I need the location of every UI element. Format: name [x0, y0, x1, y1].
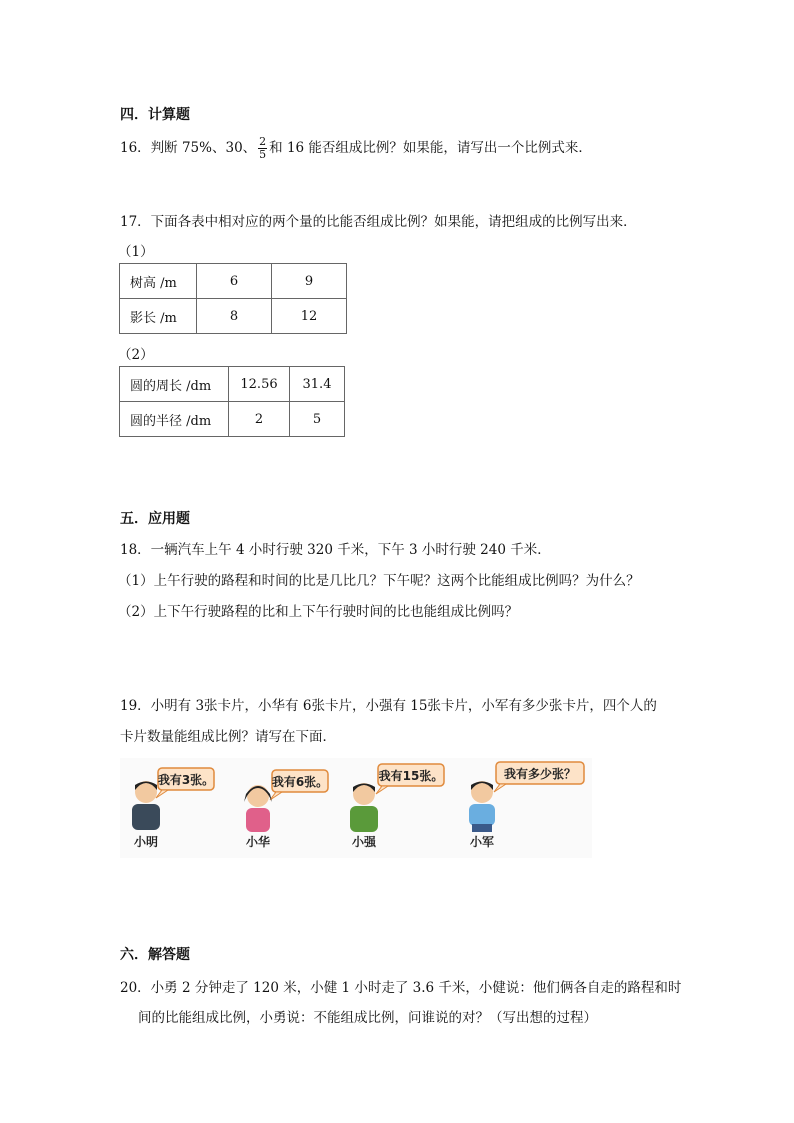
table-row: [120, 367, 345, 402]
speech-bubble-tail: [270, 792, 282, 800]
question-17-part2-label: （2）: [118, 347, 154, 363]
kid-body: [469, 804, 495, 826]
kid-2-speech: 我有6张。: [271, 775, 329, 789]
table-cell: 2: [229, 402, 290, 437]
question-16: [120, 136, 592, 161]
kid-legs: [472, 824, 492, 832]
fraction-denominator: 5: [259, 148, 267, 161]
table-row: [120, 264, 347, 299]
kid-4-name: 小军: [469, 835, 495, 849]
fraction-two-fifths: [258, 136, 267, 161]
speech-bubble-tail: [494, 784, 506, 792]
question-16-after: 和 16 能否组成比例？如果能，请写出一个比例式来．: [269, 140, 592, 156]
kid-3-speech: 我有15张。: [378, 769, 444, 783]
kid-1-speech: 我有3张。: [157, 773, 215, 787]
table-cell: 圆的周长 /dm: [120, 367, 229, 402]
speech-bubble-tail: [376, 786, 388, 794]
table-cell: 12: [272, 299, 347, 334]
kid-body: [246, 808, 270, 832]
question-17: 17．下面各表中相对应的两个量的比能否组成比例？如果能，请把组成的比例写出来．: [120, 214, 637, 230]
table-cell: 12.56: [229, 367, 290, 402]
table-row: [120, 402, 345, 437]
table-cell: 6: [197, 264, 272, 299]
question-20-line2: 间的比能组成比例，小勇说：不能组成比例，问谁说的对？（写出想的过程）: [138, 1010, 597, 1026]
kid-2-name: 小华: [245, 835, 271, 849]
table-cell: 5: [290, 402, 345, 437]
table-cell: 圆的半径 /dm: [120, 402, 229, 437]
kid-xiaohua: [244, 770, 328, 849]
kid-xiaoming: [132, 768, 214, 849]
section-heading-6: 六．解答题: [120, 947, 190, 963]
kid-body: [132, 804, 160, 830]
question-16-before: 16．判断 75%、30、: [120, 140, 257, 156]
speech-bubble-tail: [156, 790, 168, 798]
kid-4-speech: 我有多少张？: [503, 767, 577, 781]
question-18-sub1: （1）上午行驶的路程和时间的比是几比几？下午呢？这两个比能组成比例吗？为什么？: [118, 573, 640, 589]
table-cell: 影长 /m: [120, 299, 197, 334]
table-circle-circumference-radius: [119, 366, 345, 437]
section-heading-5: 五．应用题: [120, 511, 190, 527]
table-cell: 9: [272, 264, 347, 299]
section-heading-4: 四．计算题: [120, 107, 190, 123]
table-cell: 8: [197, 299, 272, 334]
children-illustration: [120, 758, 592, 858]
fraction-numerator: 2: [259, 135, 267, 148]
question-20-line1: 20．小勇 2 分钟走了 120 米，小健 1 小时走了 3.6 千米，小健说：他们俩各自走的路程和时: [120, 980, 682, 996]
table-tree-height-shadow: [119, 263, 347, 334]
kid-head: [247, 785, 269, 807]
table-cell: 31.4: [290, 367, 345, 402]
question-17-part1-label: （1）: [118, 244, 154, 260]
question-18: 18．一辆汽车上午 4 小时行驶 320 千米，下午 3 小时行驶 240 千米．: [120, 542, 551, 558]
kid-xiaoqiang: [350, 764, 444, 849]
kid-body: [350, 806, 378, 832]
question-19-line2: 卡片数量能组成比例？请写在下面．: [120, 729, 336, 745]
question-19-line1: 19．小明有 3张卡片，小华有 6张卡片，小强有 15张卡片，小军有多少张卡片，四个人的: [120, 698, 657, 714]
kid-3-name: 小强: [351, 835, 377, 849]
kid-xiaojun: [469, 762, 584, 849]
question-18-sub2: （2）上下午行驶路程的比和上下午行驶时间的比也能组成比例吗？: [118, 604, 519, 620]
table-row: [120, 299, 347, 334]
table-cell: 树高 /m: [120, 264, 197, 299]
kid-1-name: 小明: [133, 835, 159, 849]
